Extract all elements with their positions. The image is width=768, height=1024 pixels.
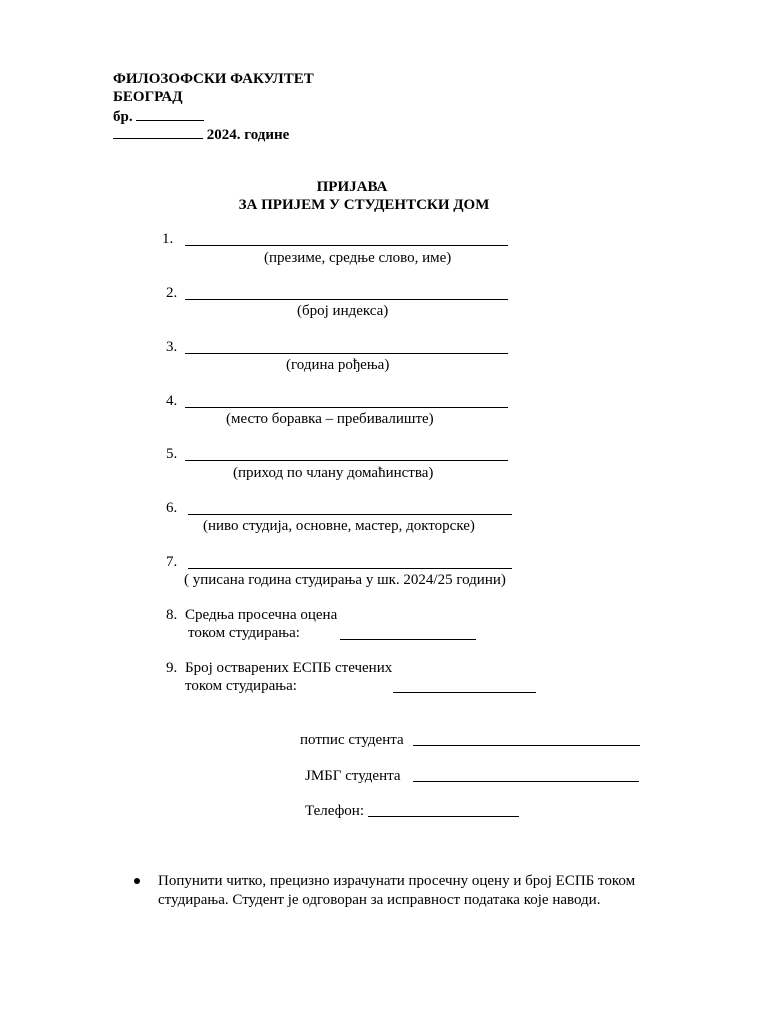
field-2-number: 2. xyxy=(166,285,178,301)
item-8-number: 8. xyxy=(166,607,178,623)
field-1-caption: (презиме, средње слово, име) xyxy=(264,250,452,266)
faculty-city: БЕОГРАД xyxy=(113,89,183,105)
form-title: ПРИЈАВА xyxy=(316,179,388,195)
average-grade-blank[interactable] xyxy=(340,625,476,640)
field-7-number: 7. xyxy=(166,554,178,570)
date-blank[interactable] xyxy=(113,124,203,139)
item-9-label: Број остварених ЕСПБ стечених xyxy=(185,660,393,676)
field-3-number: 3. xyxy=(166,339,178,355)
number-blank[interactable] xyxy=(136,106,204,121)
field-5-number: 5. xyxy=(166,446,178,462)
item-9-number: 9. xyxy=(166,660,178,676)
form-subtitle: ЗА ПРИЈЕМ У СТУДЕНТСКИ ДОМ xyxy=(238,197,490,213)
signature-label: потпис студента xyxy=(300,732,404,748)
field-3-blank[interactable] xyxy=(185,339,508,354)
instruction-note: Попунити читко, прецизно израчунати просечну оцену и број ЕСПБ током студирања. Студент је одговоран за исправност података које наводи. xyxy=(158,873,636,908)
item-9-label-2: током студирања: xyxy=(185,678,297,694)
field-6-caption: (ниво студија, основне, мастер, докторске) xyxy=(203,518,475,534)
field-1-blank[interactable] xyxy=(185,231,508,246)
faculty-name: ФИЛОЗОФСКИ ФАКУЛТЕТ xyxy=(113,71,314,87)
item-8-label-2: током студирања: xyxy=(188,625,300,641)
field-7-caption: ( уписана година студирања у шк. 2024/25 години) xyxy=(184,572,506,588)
jmbg-blank[interactable] xyxy=(413,767,639,782)
phone-label: Телефон: xyxy=(305,803,364,819)
espb-blank[interactable] xyxy=(393,678,536,693)
field-4-number: 4. xyxy=(166,393,178,409)
number-line xyxy=(113,106,204,126)
field-2-caption: (број индекса) xyxy=(297,303,389,319)
field-7-blank[interactable] xyxy=(188,554,512,569)
jmbg-label: ЈМБГ студента xyxy=(305,768,401,784)
field-1-number: 1. xyxy=(162,231,174,247)
field-5-blank[interactable] xyxy=(185,446,508,461)
signature-blank[interactable] xyxy=(413,731,640,746)
date-line xyxy=(113,124,289,144)
number-label: бр. xyxy=(113,109,133,125)
year-text: 2024. године xyxy=(206,127,290,143)
field-6-blank[interactable] xyxy=(188,500,512,515)
field-4-caption: (место боравка – пребивалиште) xyxy=(226,411,434,427)
field-2-blank[interactable] xyxy=(185,285,508,300)
field-4-blank[interactable] xyxy=(185,393,508,408)
field-5-caption: (приход по члану домаћинства) xyxy=(233,465,434,481)
field-6-number: 6. xyxy=(166,500,178,516)
field-3-caption: (година рођења) xyxy=(286,357,390,373)
item-8-label: Средња просечна оцена xyxy=(185,607,338,623)
bullet-icon xyxy=(134,878,140,884)
phone-blank[interactable] xyxy=(368,802,519,817)
